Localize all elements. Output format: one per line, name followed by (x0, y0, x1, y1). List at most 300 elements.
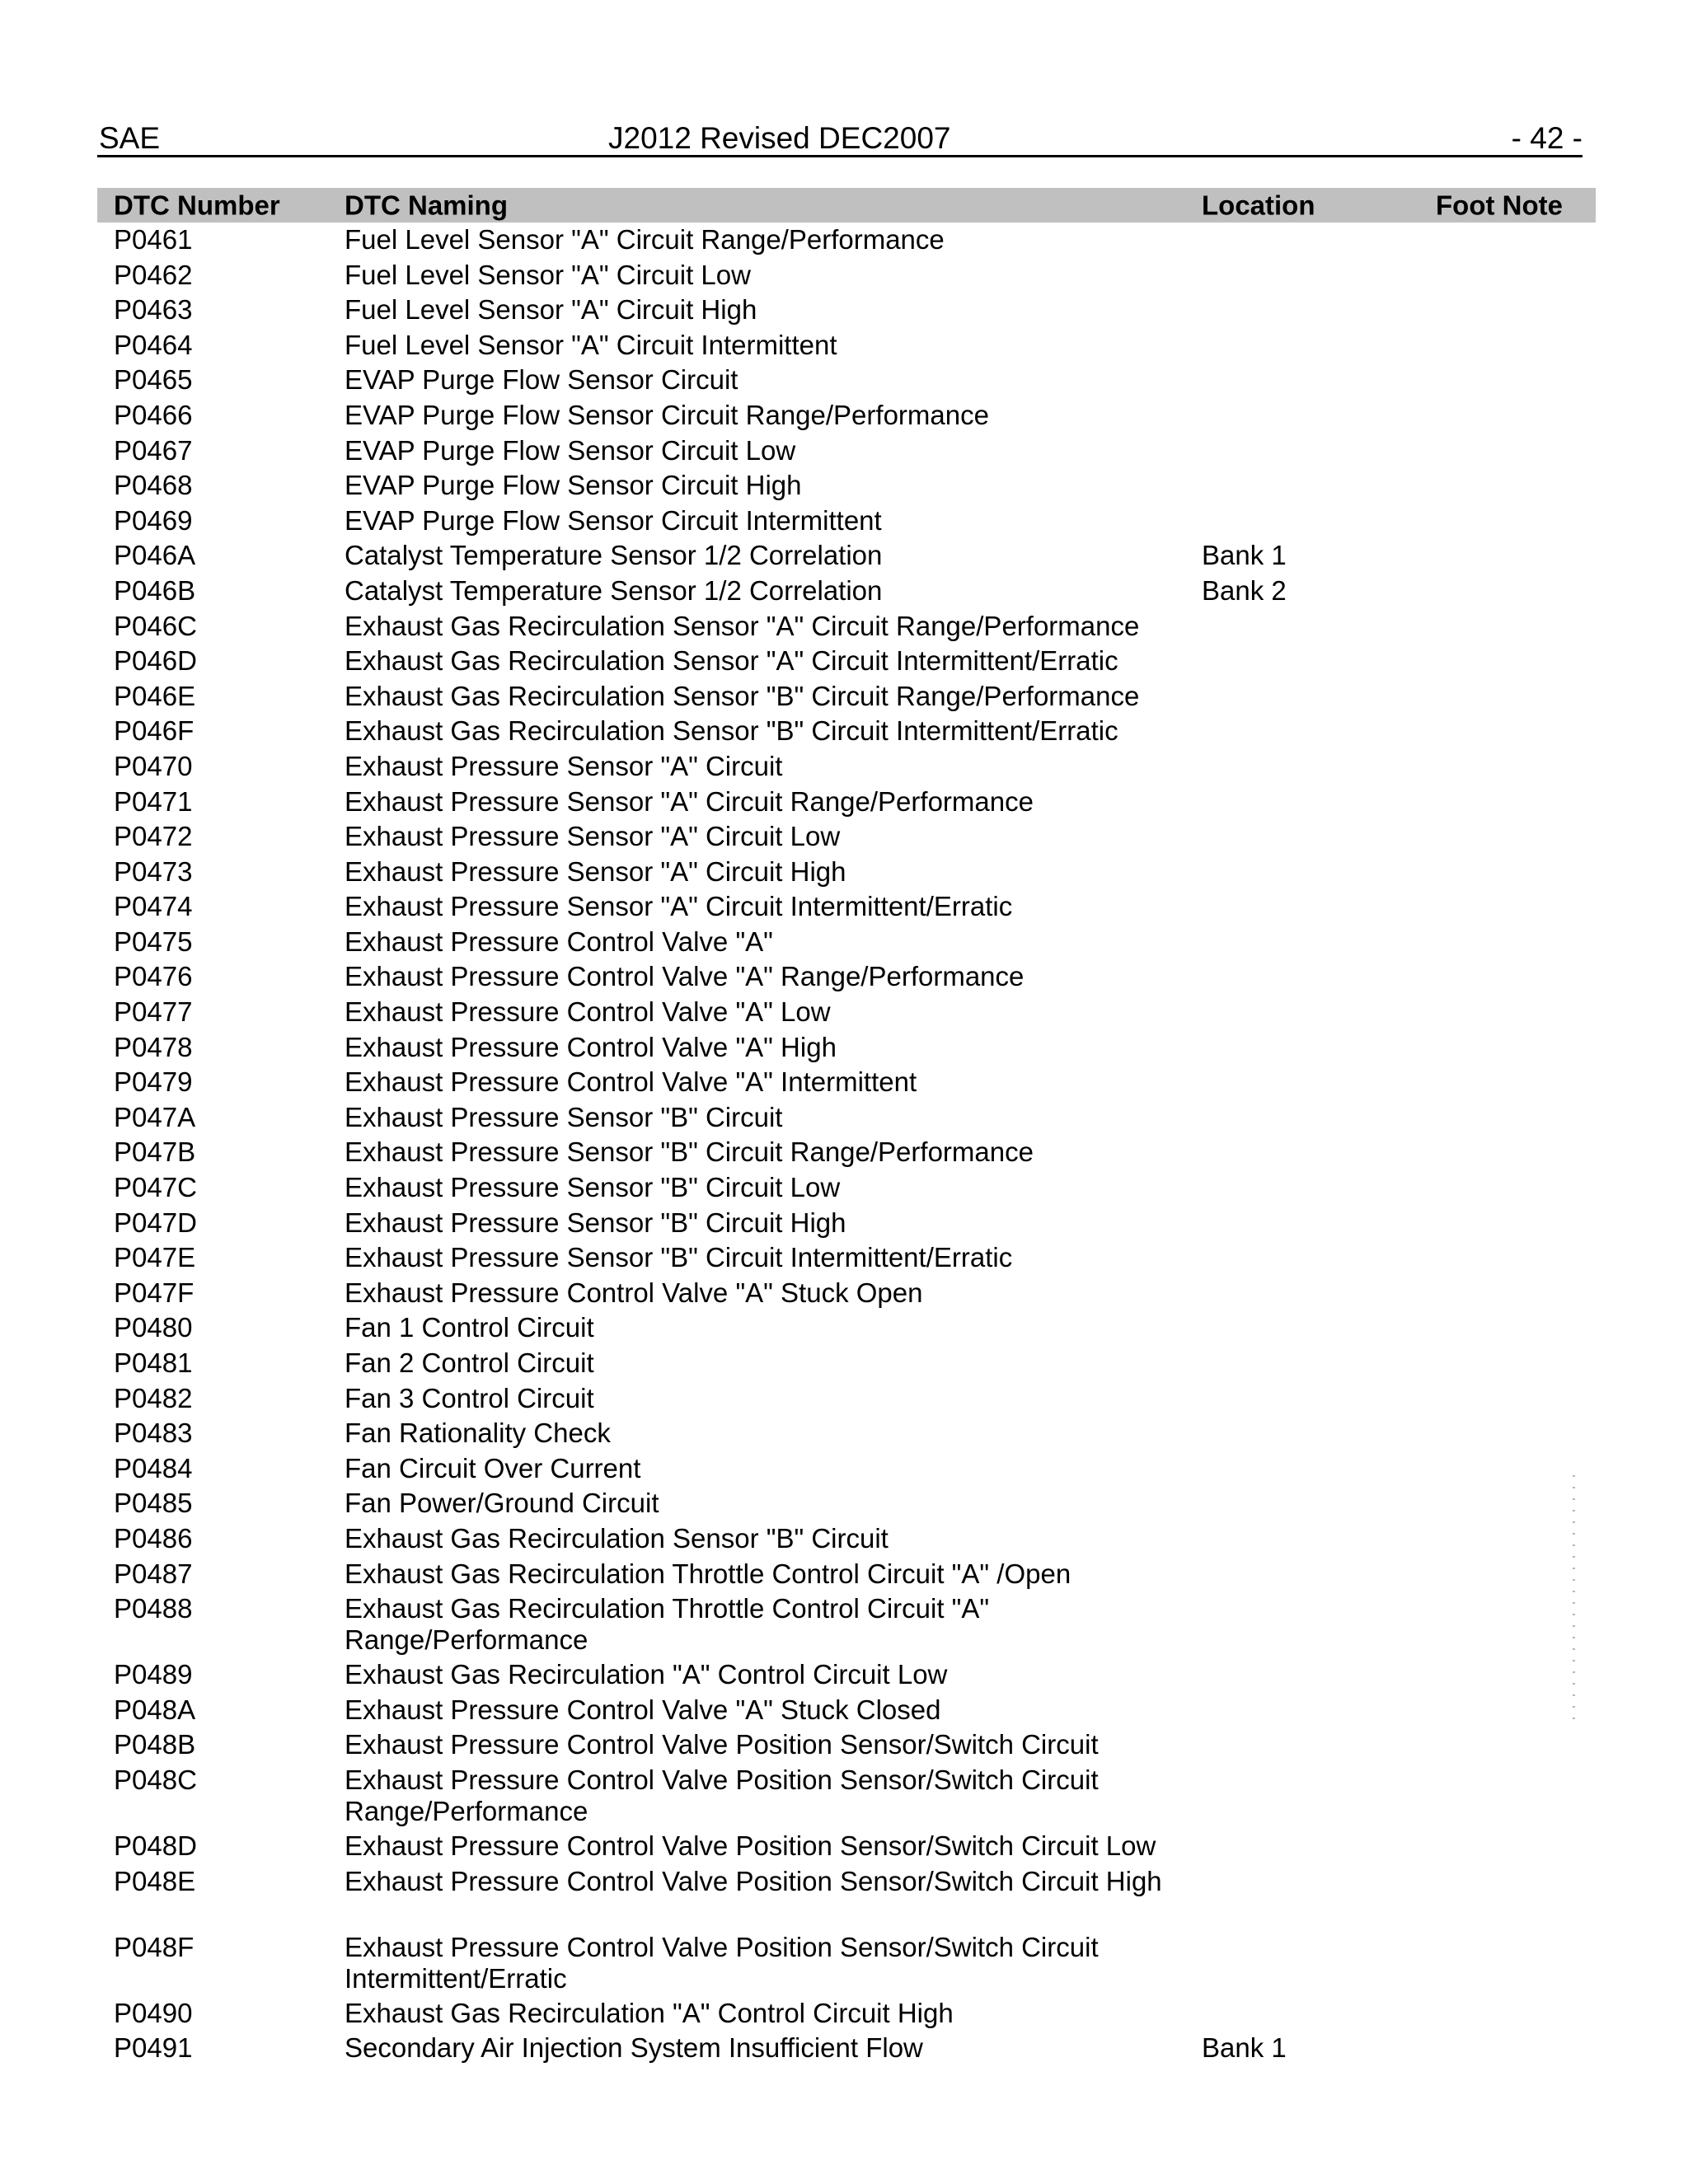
table-row (97, 926, 1596, 962)
header-page-number: - 42 - (1511, 121, 1582, 155)
footnote-cell (1436, 1659, 1596, 1694)
dtc-name-cell-text: Exhaust Gas Recirculation "A" Control Circuit Low (345, 1659, 948, 1690)
dtc-code-cell (97, 364, 345, 400)
table-row (97, 681, 1596, 716)
dtc-code-cell (97, 1523, 345, 1558)
dtc-name-cell (345, 2032, 1202, 2068)
dtc-code-cell-text: P0485 (114, 1488, 193, 1519)
dtc-name-cell-text: Exhaust Gas Recirculation Sensor "A" Circuit Range/Performance (345, 610, 1140, 641)
dtc-name-cell (345, 645, 1202, 681)
dtc-name-cell (345, 715, 1202, 751)
dtc-name-cell-text: Exhaust Gas Recirculation Throttle Control Circuit "A" Range/Performance (345, 1593, 990, 1656)
footnote-cell (1436, 224, 1596, 260)
dtc-code-cell (97, 1593, 345, 1659)
dtc-code-cell (97, 1998, 345, 2033)
dtc-code-cell-text: P046D (114, 645, 197, 677)
table-row (97, 1418, 1596, 1453)
dtc-name-cell (345, 1383, 1202, 1418)
location-cell (1202, 1102, 1436, 1137)
location-cell-text: Bank 1 (1202, 2032, 1287, 2064)
location-cell (1202, 1488, 1436, 1523)
dtc-name-cell-text: Secondary Air Injection System Insufficient Flow (345, 2032, 923, 2064)
location-cell (1202, 1866, 1436, 1932)
dtc-name-cell (345, 1032, 1202, 1067)
dtc-code-cell-text: P048A (114, 1694, 196, 1725)
margin-dotted-mark (1573, 1475, 1575, 1722)
table-row (97, 1729, 1596, 1765)
location-cell (1202, 1418, 1436, 1453)
dtc-code-cell-text: P0486 (114, 1522, 193, 1554)
dtc-code-cell (97, 1102, 345, 1137)
dtc-name-cell-text: Exhaust Gas Recirculation Throttle Control Circuit "A" /Open (345, 1558, 1071, 1589)
location-cell (1202, 1137, 1436, 1172)
dtc-code-cell-text: P0484 (114, 1452, 193, 1483)
location-cell (1202, 260, 1436, 295)
dtc-code-cell-text: P0477 (114, 996, 193, 1028)
dtc-code-cell (97, 1729, 345, 1765)
dtc-name-cell-text: Exhaust Pressure Control Valve "A" Stuck Closed (345, 1694, 941, 1725)
table-row (97, 1488, 1596, 1523)
dtc-name-cell (345, 891, 1202, 926)
dtc-name-cell-text: Exhaust Pressure Control Valve Position Sensor/Switch Circuit (345, 1729, 1099, 1760)
location-cell (1202, 751, 1436, 786)
footnote-cell (1436, 1347, 1596, 1383)
dtc-name-cell (345, 1998, 1202, 2033)
table-row (97, 1523, 1596, 1558)
dtc-code-cell (97, 1488, 345, 1523)
dtc-name-cell-text: Exhaust Pressure Control Valve "A" High (345, 1031, 837, 1062)
table-row (97, 1137, 1596, 1172)
dtc-code-cell-text: P0483 (114, 1418, 193, 1449)
dtc-code-cell-text: P046C (114, 610, 197, 641)
page-header (97, 117, 1582, 157)
footnote-cell (1436, 1172, 1596, 1207)
dtc-code-cell-text: P0487 (114, 1558, 193, 1589)
dtc-code-cell (97, 961, 345, 996)
location-cell (1202, 1347, 1436, 1383)
dtc-code-cell-text: P0474 (114, 891, 193, 922)
table-row (97, 435, 1596, 471)
location-cell (1202, 505, 1436, 541)
dtc-code-cell (97, 1066, 345, 1102)
dtc-name-cell-text: Fan 3 Control Circuit (345, 1382, 594, 1413)
dtc-code-cell-text: P0466 (114, 399, 193, 430)
location-cell (1202, 1830, 1436, 1866)
dtc-code-cell (97, 400, 345, 435)
location-cell (1202, 364, 1436, 400)
dtc-code-cell-text: P047D (114, 1207, 197, 1238)
location-cell (1202, 1998, 1436, 2033)
footnote-cell (1436, 1488, 1596, 1523)
table-row (97, 1066, 1596, 1102)
dtc-name-cell (345, 1523, 1202, 1558)
dtc-code-cell-text: P047C (114, 1172, 197, 1203)
dtc-name-cell (345, 1242, 1202, 1277)
footnote-cell (1436, 786, 1596, 822)
footnote-cell (1436, 1729, 1596, 1765)
dtc-name-cell (345, 540, 1202, 575)
dtc-name-cell (345, 400, 1202, 435)
column-header-dtc-number: DTC Number (114, 190, 280, 221)
dtc-code-cell (97, 1558, 345, 1594)
dtc-code-cell-text: P0490 (114, 1997, 193, 2028)
dtc-name-cell-text: Exhaust Pressure Control Valve "A" (345, 926, 773, 957)
dtc-table (97, 188, 1596, 2068)
dtc-code-cell-text: P046F (114, 715, 195, 747)
dtc-name-cell (345, 926, 1202, 962)
dtc-name-cell-text: EVAP Purge Flow Sensor Circuit High (345, 470, 802, 501)
dtc-code-cell (97, 2032, 345, 2068)
footnote-cell (1436, 821, 1596, 856)
location-cell (1202, 1659, 1436, 1694)
location-cell-text: Bank 1 (1202, 540, 1287, 571)
footnote-cell (1436, 751, 1596, 786)
dtc-code-cell (97, 294, 345, 330)
dtc-name-cell-text: Exhaust Pressure Sensor "A" Circuit Intermittent/Erratic (345, 891, 1013, 922)
table-row (97, 1453, 1596, 1488)
dtc-code-cell-text: P047E (114, 1242, 196, 1273)
dtc-name-cell-text: EVAP Purge Flow Sensor Circuit Intermittent (345, 504, 882, 536)
table-row (97, 856, 1596, 892)
dtc-name-cell (345, 821, 1202, 856)
location-cell (1202, 715, 1436, 751)
footnote-cell (1436, 1207, 1596, 1243)
footnote-cell (1436, 1932, 1596, 1998)
table-header-row (97, 188, 1596, 224)
dtc-code-cell-text: P047F (114, 1277, 195, 1308)
footnote-cell (1436, 856, 1596, 892)
dtc-name-cell-text: Exhaust Pressure Sensor "A" Circuit Low (345, 821, 841, 852)
table-row (97, 224, 1596, 260)
footnote-cell (1436, 1383, 1596, 1418)
table-row (97, 1866, 1596, 1932)
table-row (97, 1102, 1596, 1137)
dtc-name-cell-text: Exhaust Pressure Control Valve "A" Low (345, 996, 831, 1028)
table-row (97, 1659, 1596, 1694)
location-cell (1202, 540, 1436, 575)
location-cell (1202, 1558, 1436, 1594)
dtc-name-cell-text: Fan Circuit Over Current (345, 1452, 641, 1483)
dtc-code-cell (97, 1659, 345, 1694)
location-cell (1202, 1312, 1436, 1347)
dtc-name-cell (345, 751, 1202, 786)
location-cell (1202, 645, 1436, 681)
location-cell (1202, 1242, 1436, 1277)
footnote-cell (1436, 575, 1596, 611)
dtc-code-cell (97, 470, 345, 505)
dtc-name-cell (345, 611, 1202, 646)
location-cell (1202, 681, 1436, 716)
dtc-code-cell-text: P047B (114, 1137, 196, 1168)
table-row (97, 961, 1596, 996)
footnote-cell (1436, 505, 1596, 541)
footnote-cell (1436, 681, 1596, 716)
dtc-name-cell-text: Fuel Level Sensor "A" Circuit Range/Performance (345, 224, 945, 255)
dtc-name-cell-text: Exhaust Pressure Sensor "B" Circuit Intermittent/Erratic (345, 1242, 1013, 1273)
dtc-name-cell (345, 856, 1202, 892)
table-row (97, 715, 1596, 751)
location-cell (1202, 1383, 1436, 1418)
column-header-location: Location (1202, 190, 1315, 221)
dtc-code-cell-text: P0482 (114, 1382, 193, 1413)
location-cell (1202, 1694, 1436, 1730)
footnote-cell (1436, 1312, 1596, 1347)
dtc-code-cell (97, 611, 345, 646)
table-row (97, 1765, 1596, 1830)
table-row (97, 611, 1596, 646)
table-row (97, 400, 1596, 435)
dtc-name-cell (345, 1453, 1202, 1488)
dtc-code-cell (97, 996, 345, 1032)
dtc-code-cell (97, 330, 345, 365)
dtc-name-cell-text: Exhaust Gas Recirculation "A" Control Circuit High (345, 1997, 954, 2028)
dtc-name-cell-text: Catalyst Temperature Sensor 1/2 Correlation (345, 540, 883, 571)
dtc-name-cell (345, 364, 1202, 400)
dtc-code-cell (97, 575, 345, 611)
location-cell (1202, 294, 1436, 330)
dtc-code-cell (97, 1383, 345, 1418)
dtc-name-cell (345, 1659, 1202, 1694)
footnote-cell (1436, 715, 1596, 751)
dtc-name-cell (345, 961, 1202, 996)
dtc-name-cell (345, 786, 1202, 822)
location-cell (1202, 611, 1436, 646)
dtc-name-cell-text: Exhaust Pressure Sensor "B" Circuit Range/Performance (345, 1137, 1034, 1168)
dtc-name-cell (345, 1418, 1202, 1453)
dtc-code-cell (97, 435, 345, 471)
dtc-code-cell (97, 856, 345, 892)
dtc-name-cell-text: Catalyst Temperature Sensor 1/2 Correlation (345, 574, 883, 606)
table-row (97, 1383, 1596, 1418)
dtc-name-cell-text: Exhaust Pressure Control Valve Position Sensor/Switch Circuit High (345, 1865, 1162, 1896)
column-header-foot-note: Foot Note (1436, 190, 1563, 221)
dtc-name-cell (345, 1593, 1202, 1659)
dtc-name-cell-text: Exhaust Gas Recirculation Sensor "A" Circuit Intermittent/Erratic (345, 645, 1118, 677)
dtc-code-cell-text: P0472 (114, 821, 193, 852)
dtc-code-cell-text: P0489 (114, 1659, 193, 1690)
dtc-name-cell (345, 1172, 1202, 1207)
dtc-code-cell (97, 681, 345, 716)
table-body (97, 224, 1596, 2068)
footnote-cell (1436, 891, 1596, 926)
dtc-name-cell-text: Exhaust Pressure Sensor "B" Circuit High (345, 1207, 846, 1238)
footnote-cell (1436, 1032, 1596, 1067)
footnote-cell (1436, 1418, 1596, 1453)
table-row (97, 1932, 1596, 1998)
dtc-code-cell-text: P0470 (114, 750, 193, 781)
dtc-name-cell-text: Exhaust Gas Recirculation Sensor "B" Circuit Range/Performance (345, 680, 1140, 711)
footnote-cell (1436, 1558, 1596, 1594)
dtc-name-cell-text: Exhaust Pressure Sensor "B" Circuit Low (345, 1172, 841, 1203)
dtc-code-cell-text: P0469 (114, 504, 193, 536)
dtc-code-cell (97, 1765, 345, 1830)
header-document-id: J2012 Revised DEC2007 (608, 121, 951, 155)
location-cell (1202, 996, 1436, 1032)
dtc-name-cell (345, 1866, 1202, 1932)
dtc-code-cell (97, 1453, 345, 1488)
dtc-code-cell (97, 1932, 345, 1998)
footnote-cell (1436, 2032, 1596, 2068)
dtc-name-cell (345, 1207, 1202, 1243)
dtc-name-cell (345, 294, 1202, 330)
dtc-code-cell (97, 1418, 345, 1453)
location-cell (1202, 435, 1436, 471)
dtc-name-cell-text: Fuel Level Sensor "A" Circuit Intermittent (345, 329, 837, 360)
dtc-code-cell (97, 224, 345, 260)
location-cell (1202, 1032, 1436, 1067)
dtc-code-cell-text: P0465 (114, 364, 193, 396)
dtc-code-cell-text: P0468 (114, 470, 193, 501)
dtc-code-cell-text: P047A (114, 1101, 196, 1132)
table-row (97, 1207, 1596, 1243)
dtc-code-cell-text: P0471 (114, 785, 193, 817)
dtc-name-cell-text: Fan 2 Control Circuit (345, 1347, 594, 1378)
dtc-code-cell (97, 540, 345, 575)
location-cell (1202, 926, 1436, 962)
location-cell (1202, 1765, 1436, 1830)
dtc-code-cell (97, 1830, 345, 1866)
footnote-cell (1436, 1453, 1596, 1488)
location-cell (1202, 891, 1436, 926)
dtc-code-cell (97, 1207, 345, 1243)
dtc-name-cell (345, 1932, 1202, 1998)
dtc-code-cell (97, 1137, 345, 1172)
dtc-name-cell (345, 1312, 1202, 1347)
location-cell (1202, 1593, 1436, 1659)
dtc-code-cell-text: P0491 (114, 2032, 193, 2064)
dtc-code-cell-text: P048D (114, 1830, 197, 1861)
dtc-name-cell-text: Exhaust Pressure Control Valve Position Sensor/Switch Circuit Intermittent/Erratic (345, 1931, 1099, 1994)
dtc-code-cell-text: P0464 (114, 329, 193, 360)
dtc-code-cell (97, 645, 345, 681)
footnote-cell (1436, 364, 1596, 400)
location-cell (1202, 400, 1436, 435)
dtc-code-cell (97, 891, 345, 926)
dtc-code-cell-text: P0462 (114, 259, 193, 290)
dtc-code-cell (97, 715, 345, 751)
footnote-cell (1436, 540, 1596, 575)
table-row (97, 1694, 1596, 1730)
dtc-code-cell-text: P0473 (114, 855, 193, 887)
dtc-name-cell (345, 1102, 1202, 1137)
dtc-code-cell-text: P046E (114, 680, 196, 711)
location-cell (1202, 786, 1436, 822)
footnote-cell (1436, 996, 1596, 1032)
footnote-cell (1436, 400, 1596, 435)
footnote-cell (1436, 1593, 1596, 1659)
dtc-code-cell-text: P0467 (114, 434, 193, 466)
footnote-cell (1436, 1277, 1596, 1313)
footnote-cell (1436, 1866, 1596, 1932)
footnote-cell (1436, 1765, 1596, 1830)
location-cell (1202, 821, 1436, 856)
footnote-cell (1436, 1998, 1596, 2033)
dtc-name-cell (345, 1277, 1202, 1313)
dtc-code-cell-text: P048E (114, 1865, 196, 1896)
footnote-cell (1436, 1523, 1596, 1558)
footnote-cell (1436, 961, 1596, 996)
dtc-name-cell (345, 505, 1202, 541)
dtc-code-cell (97, 1032, 345, 1067)
table-row (97, 1998, 1596, 2033)
location-cell (1202, 1172, 1436, 1207)
dtc-code-cell (97, 1866, 345, 1932)
footnote-cell (1436, 926, 1596, 962)
table-row (97, 891, 1596, 926)
dtc-code-cell (97, 751, 345, 786)
table-row (97, 1172, 1596, 1207)
dtc-name-cell-text: Fan 1 Control Circuit (345, 1312, 594, 1343)
table-row (97, 364, 1596, 400)
dtc-code-cell (97, 786, 345, 822)
footnote-cell (1436, 1242, 1596, 1277)
table-row (97, 821, 1596, 856)
dtc-name-cell-text: Exhaust Pressure Control Valve Position Sensor/Switch Circuit Low (345, 1830, 1156, 1861)
location-cell (1202, 1729, 1436, 1765)
dtc-code-cell-text: P0463 (114, 294, 193, 326)
location-cell (1202, 470, 1436, 505)
dtc-name-cell-text: Exhaust Gas Recirculation Sensor "B" Circuit Intermittent/Erratic (345, 715, 1118, 747)
table-row (97, 260, 1596, 295)
table-row (97, 1830, 1596, 1866)
dtc-code-cell-text: P048B (114, 1729, 196, 1760)
table-row (97, 645, 1596, 681)
dtc-name-cell (345, 330, 1202, 365)
dtc-name-cell (345, 260, 1202, 295)
footnote-cell (1436, 1066, 1596, 1102)
dtc-name-cell-text: EVAP Purge Flow Sensor Circuit (345, 364, 738, 396)
dtc-code-cell (97, 1347, 345, 1383)
dtc-name-cell (345, 1729, 1202, 1765)
table-row (97, 505, 1596, 541)
dtc-name-cell (345, 681, 1202, 716)
dtc-name-cell (345, 1137, 1202, 1172)
dtc-name-cell-text: Fan Rationality Check (345, 1418, 611, 1449)
footnote-cell (1436, 645, 1596, 681)
dtc-code-cell (97, 1242, 345, 1277)
dtc-name-cell-text: Exhaust Pressure Sensor "A" Circuit Range/Performance (345, 785, 1034, 817)
table-row (97, 1277, 1596, 1313)
header-org: SAE (99, 121, 161, 155)
footnote-cell (1436, 611, 1596, 646)
dtc-name-cell-text: Exhaust Gas Recirculation Sensor "B" Circuit (345, 1522, 889, 1554)
location-cell (1202, 1277, 1436, 1313)
dtc-name-cell (345, 1558, 1202, 1594)
footnote-cell (1436, 330, 1596, 365)
dtc-name-cell-text: Exhaust Pressure Control Valve "A" Stuck Open (345, 1277, 923, 1308)
location-cell (1202, 330, 1436, 365)
table-row (97, 1312, 1596, 1347)
table-row (97, 1593, 1596, 1659)
dtc-code-cell-text: P0481 (114, 1347, 193, 1378)
dtc-name-cell (345, 1488, 1202, 1523)
table-row (97, 2032, 1596, 2068)
location-cell (1202, 1207, 1436, 1243)
dtc-name-cell-text: Exhaust Pressure Sensor "A" Circuit (345, 750, 783, 781)
dtc-code-cell-text: P0478 (114, 1031, 193, 1062)
table-row (97, 294, 1596, 330)
dtc-code-cell-text: P048C (114, 1764, 197, 1795)
table-row (97, 1347, 1596, 1383)
dtc-name-cell-text: EVAP Purge Flow Sensor Circuit Low (345, 434, 796, 466)
dtc-code-cell (97, 1312, 345, 1347)
table-row (97, 1242, 1596, 1277)
location-cell (1202, 575, 1436, 611)
dtc-name-cell (345, 1830, 1202, 1866)
table-row (97, 330, 1596, 365)
dtc-name-cell (345, 575, 1202, 611)
dtc-code-cell (97, 1694, 345, 1730)
